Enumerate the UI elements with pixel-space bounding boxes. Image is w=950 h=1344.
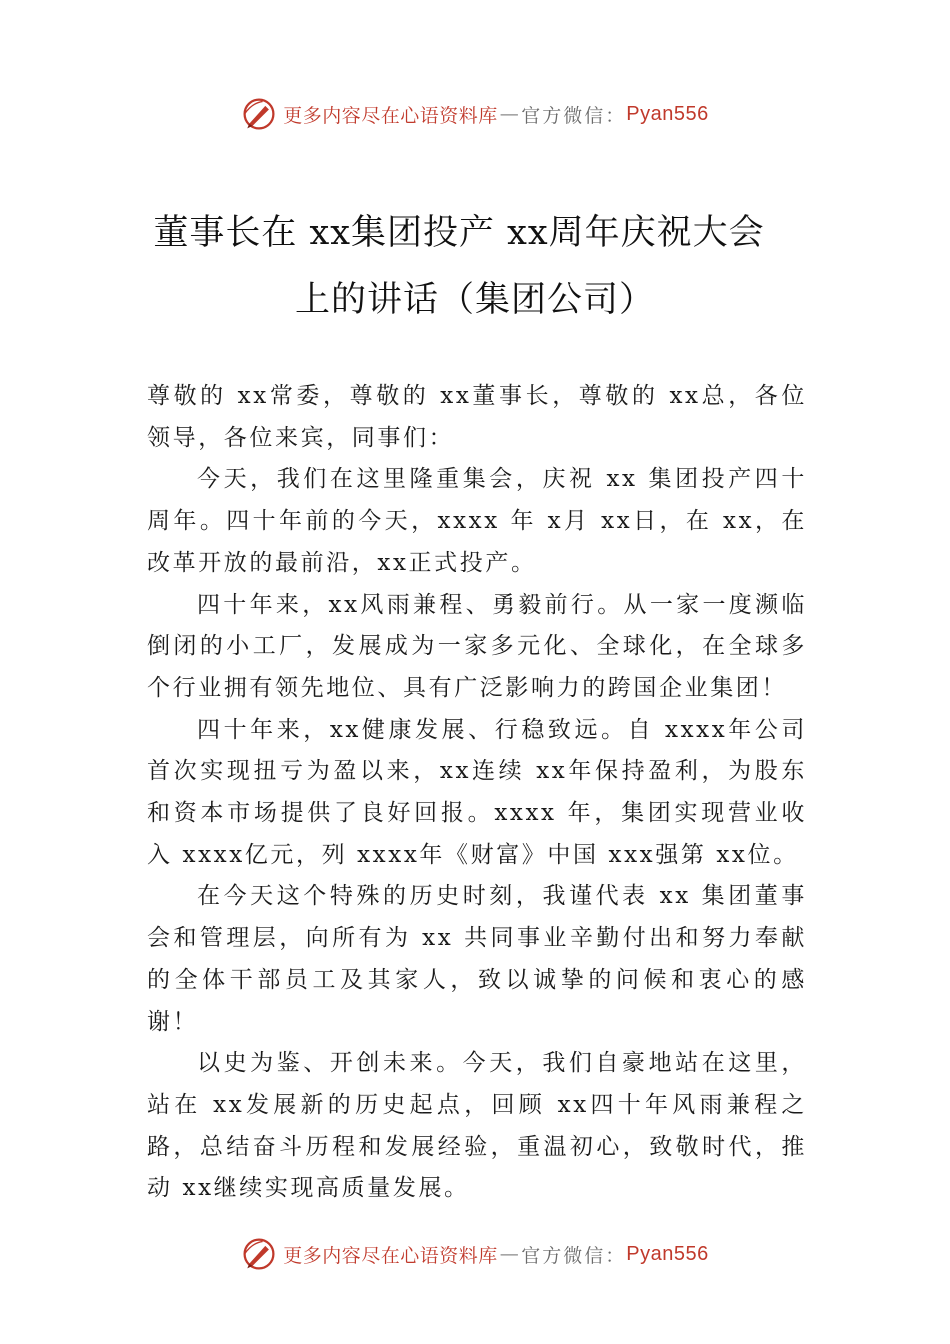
banner-text: 更多内容尽在心语资料库 [283, 1244, 498, 1267]
paragraph: 以史为鉴、开创未来。今天，我们自豪地站在这里，站在 xx发展新的历史起点，回顾 xx四十年风雨兼程之路，总结奋斗历程和发展经验，重温初心，致敬时代，推动 xx继续实现高质量发展。 [147, 1050, 807, 1202]
paragraph: 今天，我们在这里隆重集会，庆祝 xx 集团投产四十周年。四十年前的今天，xxxx 年 x月 xx日，在 xx，在改革开放的最前沿，xx正式投产。 [147, 466, 807, 576]
speech-body [147, 376, 807, 1210]
pen-logo-icon [241, 1236, 277, 1272]
paragraph: 在今天这个特殊的历史时刻，我谨代表 xx 集团董事会和管理层，向所有为 xx 共同事业辛勤付出和努力奉献的全体干部员工及其家人，致以诚挚的问候和衷心的感谢！ [147, 883, 807, 1035]
banner-dash: — [499, 103, 520, 125]
banner-text: 更多内容尽在心语资料库 [283, 104, 498, 127]
footer-watermark-banner [0, 1234, 950, 1274]
banner-wechat-id: Pyan556 [626, 1242, 709, 1265]
title-line-1: 董事长在 xx集团投产 xx周年庆祝大会 [153, 213, 765, 253]
paragraph: 四十年来，xx风雨兼程、勇毅前行。从一家一度濒临倒闭的小工厂，发展成为一家多元化、全球化，在全球多个行业拥有领先地位、具有广泛影响力的跨国企业集团！ [147, 591, 807, 701]
banner-dash: — [499, 1243, 520, 1265]
banner-wechat-label: 官方微信： [521, 104, 627, 127]
banner-wechat-label: 官方微信： [521, 1244, 627, 1267]
paragraph-salutation: 尊敬的 xx常委，尊敬的 xx董事长，尊敬的 xx总，各位领导，各位来宾，同事们： [147, 383, 807, 451]
title-line-2: 上的讲话（集团公司） [294, 280, 655, 320]
paragraph: 四十年来，xx健康发展、行稳致远。自 xxxx年公司首次实现扭亏为盈以来，xx连续 xx年保持盈利，为股东和资本市场提供了良好回报。xxxx 年，集团实现营业收入 xxxx亿元，列 xxxx年《财富》中国 xxx强第 xx位。 [147, 716, 807, 868]
pen-logo-icon [241, 96, 277, 132]
header-watermark-banner [0, 94, 950, 134]
banner-wechat-id: Pyan556 [626, 102, 709, 125]
